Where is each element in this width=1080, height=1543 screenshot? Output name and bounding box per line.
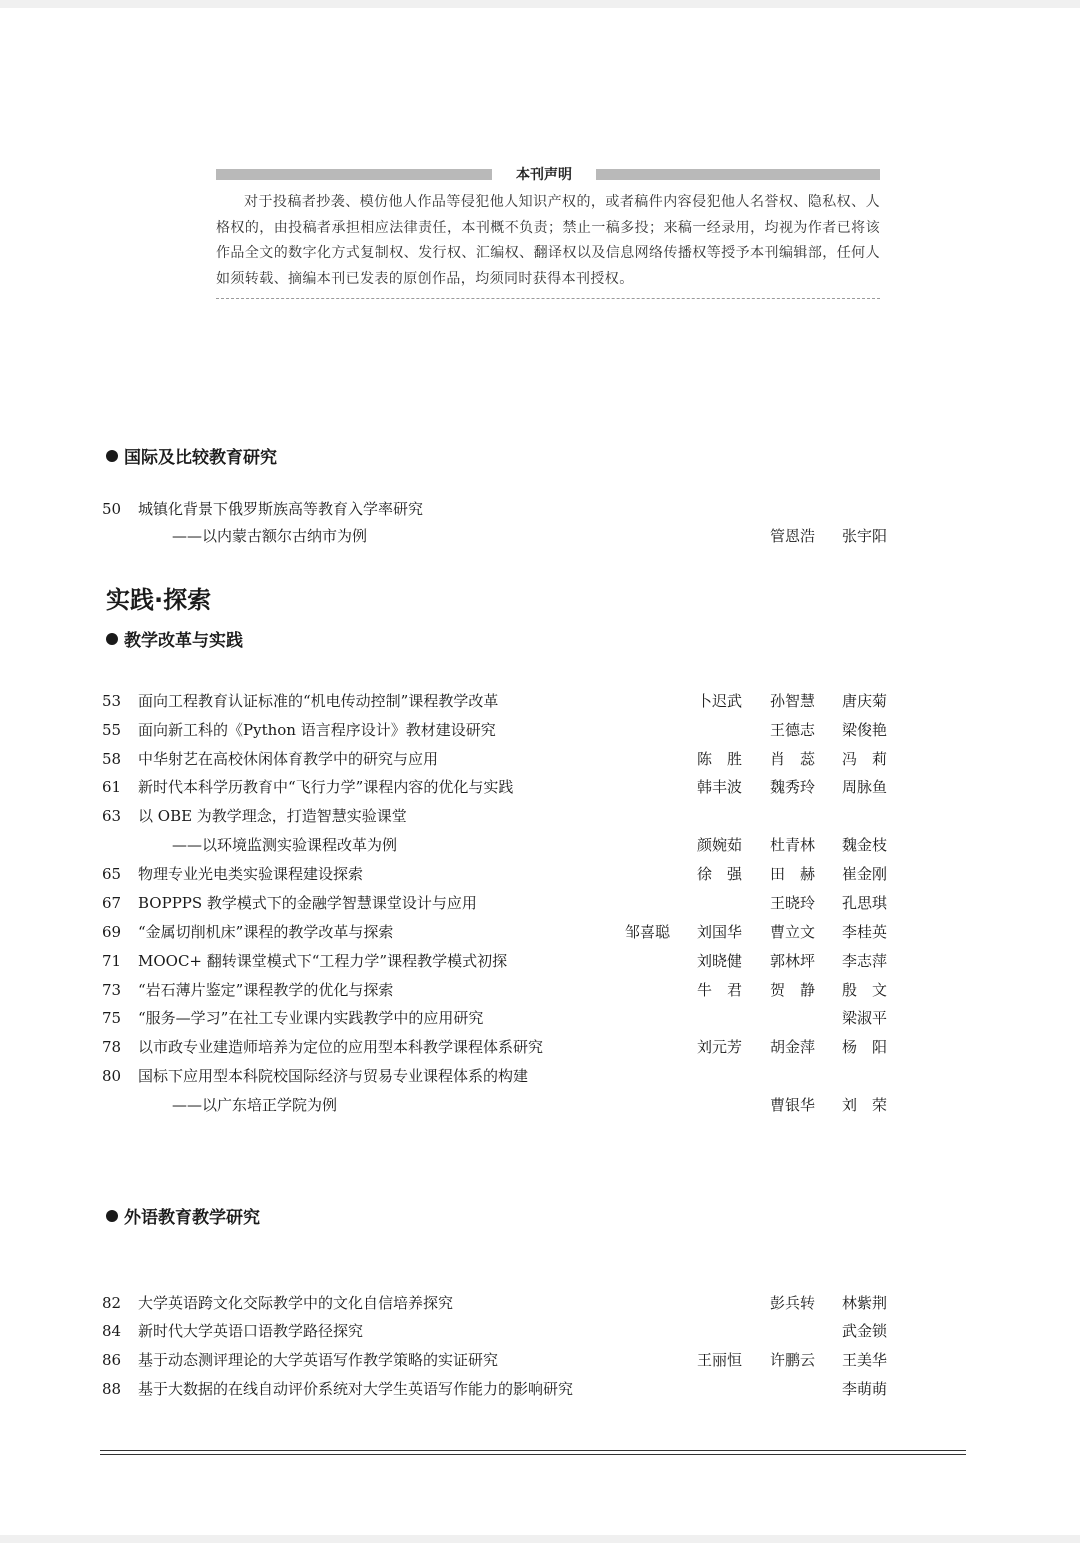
entry-author: 李桂英 bbox=[841, 923, 887, 941]
entry-title: 中华射艺在高校休闲体育教学中的研究与应用 bbox=[138, 750, 439, 768]
entry-author: 刘 荣 bbox=[841, 1096, 887, 1114]
entry-author: 刘国华 bbox=[696, 923, 742, 941]
entry-author: 郭林坪 bbox=[769, 952, 815, 970]
entry-title: 基于大数据的在线自动评价系统对大学生英语写作能力的影响研究 bbox=[138, 1380, 574, 1398]
entry-author: 杜青林 bbox=[769, 836, 815, 854]
toc-entry[interactable] bbox=[0, 745, 1080, 774]
toc-entry[interactable] bbox=[0, 1033, 1080, 1062]
entry-author: 贺 静 bbox=[769, 981, 815, 999]
entry-author: 刘晓健 bbox=[696, 952, 742, 970]
notice-header bbox=[216, 166, 880, 184]
entry-author: 李志萍 bbox=[841, 952, 887, 970]
section-heading-teaching bbox=[106, 630, 243, 652]
entry-author: 孙智慧 bbox=[769, 692, 815, 710]
entry-author: 曹立文 bbox=[769, 923, 815, 941]
entry-author: 梁淑平 bbox=[841, 1009, 887, 1027]
section-heading-label: 国际及比较教育研究 bbox=[124, 448, 277, 468]
entry-author: 王德志 bbox=[769, 721, 815, 739]
entry-author: 卜迟武 bbox=[696, 692, 742, 710]
entry-author: 杨 阳 bbox=[841, 1038, 887, 1056]
entry-author: 魏秀玲 bbox=[769, 778, 815, 796]
entry-page: 71 bbox=[102, 952, 122, 970]
notice-bar-left bbox=[216, 169, 492, 180]
toc-entry[interactable] bbox=[0, 860, 1080, 889]
toc-entry[interactable] bbox=[0, 1346, 1080, 1375]
toc-entry[interactable] bbox=[0, 1375, 1080, 1404]
entry-title: 物理专业光电类实验课程建设探索 bbox=[138, 865, 364, 883]
entry-title: 基于动态测评理论的大学英语写作教学策略的实证研究 bbox=[138, 1351, 499, 1369]
notice-title: 本刊声明 bbox=[516, 167, 572, 183]
entry-title: 面向工程教育认证标准的“机电传动控制”课程教学改革 bbox=[138, 692, 499, 710]
entry-page: 53 bbox=[102, 692, 122, 710]
entry-author: 林紫荆 bbox=[841, 1294, 887, 1312]
section-heading-label: 教学改革与实践 bbox=[124, 631, 243, 651]
entry-title: “岩石薄片鉴定”课程教学的优化与探索 bbox=[138, 981, 394, 999]
entry-author: 彭兵转 bbox=[769, 1294, 815, 1312]
entry-title: 新时代大学英语口语教学路径探究 bbox=[138, 1322, 364, 1340]
entry-subtitle: ——以广东培正学院为例 bbox=[172, 1096, 338, 1114]
entry-page: 78 bbox=[102, 1038, 122, 1056]
entry-page: 58 bbox=[102, 750, 122, 768]
entry-author: 魏金枝 bbox=[841, 836, 887, 854]
toc-entry[interactable] bbox=[0, 1004, 1080, 1033]
section-heading-foreign-language bbox=[106, 1207, 260, 1229]
section-heading-label: 外语教育教学研究 bbox=[124, 1208, 260, 1228]
entry-author: 刘元芳 bbox=[696, 1038, 742, 1056]
entry-author: 武金锁 bbox=[841, 1322, 887, 1340]
entry-page: 69 bbox=[102, 923, 122, 941]
toc-entry[interactable] bbox=[0, 1317, 1080, 1346]
entry-author: 王晓玲 bbox=[769, 894, 815, 912]
toc-entry[interactable] bbox=[0, 687, 1080, 716]
entry-page: 50 bbox=[102, 500, 122, 518]
entry-page: 63 bbox=[102, 807, 122, 825]
entry-author: 王美华 bbox=[841, 1351, 887, 1369]
entry-title: MOOC+ 翻转课堂模式下“工程力学”课程教学模式初探 bbox=[138, 952, 508, 970]
top-edge bbox=[0, 0, 1080, 8]
toc-entry[interactable] bbox=[0, 716, 1080, 745]
entry-author: 胡金萍 bbox=[769, 1038, 815, 1056]
toc-entry-continued[interactable] bbox=[0, 522, 1080, 551]
entry-page: 73 bbox=[102, 981, 122, 999]
notice-bar-right bbox=[596, 169, 880, 180]
entry-author: 冯 莉 bbox=[841, 750, 887, 768]
toc-entry[interactable] bbox=[0, 1289, 1080, 1318]
entry-author: 崔金刚 bbox=[841, 865, 887, 883]
bullet-icon bbox=[106, 450, 118, 462]
entry-title: 大学英语跨文化交际教学中的文化自信培养探究 bbox=[138, 1294, 454, 1312]
entry-page: 75 bbox=[102, 1009, 122, 1027]
journal-notice bbox=[216, 166, 880, 299]
toc-entry[interactable] bbox=[0, 773, 1080, 802]
entry-author: 徐 强 bbox=[696, 865, 742, 883]
notice-dashed-divider bbox=[216, 298, 880, 299]
entry-title: 国标下应用型本科院校国际经济与贸易专业课程体系的构建 bbox=[138, 1067, 529, 1085]
toc-entry-continued[interactable] bbox=[0, 831, 1080, 860]
entry-page: 80 bbox=[102, 1067, 122, 1085]
entry-author: 韩丰波 bbox=[696, 778, 742, 796]
entry-author: 颜婉茹 bbox=[696, 836, 742, 854]
entry-title: BOPPPS 教学模式下的金融学智慧课堂设计与应用 bbox=[138, 894, 477, 912]
entry-title: 以 OBE 为教学理念，打造智慧实验课堂 bbox=[138, 807, 407, 825]
entry-author: 张宇阳 bbox=[841, 527, 887, 545]
toc-entry[interactable] bbox=[0, 889, 1080, 918]
entry-author: 许鹏云 bbox=[769, 1351, 815, 1369]
entry-title: 以市政专业建造师培养为定位的应用型本科教学课程体系研究 bbox=[138, 1038, 544, 1056]
entry-page: 88 bbox=[102, 1380, 122, 1398]
entry-author: 牛 君 bbox=[696, 981, 742, 999]
toc-entry[interactable] bbox=[0, 976, 1080, 1005]
entry-author: 王丽恒 bbox=[696, 1351, 742, 1369]
entry-subtitle: ——以环境监测实验课程改革为例 bbox=[172, 836, 398, 854]
entry-subtitle: ——以内蒙古额尔古纳市为例 bbox=[172, 527, 368, 545]
toc-entry-continued[interactable] bbox=[0, 1091, 1080, 1120]
entry-title: “金属切削机床”课程的教学改革与探索 bbox=[138, 923, 394, 941]
entry-author: 殷 文 bbox=[841, 981, 887, 999]
bullet-icon bbox=[106, 1210, 118, 1222]
entry-title: 城镇化背景下俄罗斯族高等教育入学率研究 bbox=[138, 500, 424, 518]
entry-page: 86 bbox=[102, 1351, 122, 1369]
entry-page: 82 bbox=[102, 1294, 122, 1312]
entry-author: 陈 胜 bbox=[696, 750, 742, 768]
bottom-double-rule bbox=[100, 1450, 966, 1455]
toc-entry[interactable] bbox=[0, 918, 1080, 947]
toc-entry[interactable] bbox=[0, 495, 1080, 524]
bullet-icon bbox=[106, 633, 118, 645]
entry-title: 新时代本科学历教育中“飞行力学”课程内容的优化与实践 bbox=[138, 778, 514, 796]
toc-entry[interactable] bbox=[0, 802, 1080, 831]
entry-title: “服务—学习”在社工专业课内实践教学中的应用研究 bbox=[138, 1009, 484, 1027]
entry-author: 曹银华 bbox=[769, 1096, 815, 1114]
entry-author: 孔思琪 bbox=[841, 894, 887, 912]
entry-page: 65 bbox=[102, 865, 122, 883]
entry-author: 田 赫 bbox=[769, 865, 815, 883]
toc-entry[interactable] bbox=[0, 1062, 1080, 1091]
entry-page: 67 bbox=[102, 894, 122, 912]
entry-author: 唐庆菊 bbox=[841, 692, 887, 710]
section-heading-international bbox=[106, 447, 277, 469]
entry-author: 肖 蕊 bbox=[769, 750, 815, 768]
entry-page: 61 bbox=[102, 778, 122, 796]
entry-author: 周脉鱼 bbox=[841, 778, 887, 796]
entry-title: 面向新工科的《Python 语言程序设计》教材建设研究 bbox=[138, 721, 496, 739]
entry-author: 梁俊艳 bbox=[841, 721, 887, 739]
section-heading-practice: 实践·探索 bbox=[106, 586, 212, 614]
notice-text: 对于投稿者抄袭、模仿他人作品等侵犯他人知识产权的，或者稿件内容侵犯他人名誉权、隐私权、人格权的，由投稿者承担相应法律责任，本刊概不负责；禁止一稿多投；来稿一经录用，均视为作者已将该作品全文的数字化方式复制权、发行权、汇编权、翻译权以及信息网络传播权等授予本刊编辑部，任何人如须转载、摘编本刊已发表的原创作品，均须同时获得本刊授权。 bbox=[216, 194, 880, 287]
entry-author: 管恩浩 bbox=[769, 527, 815, 545]
entry-author: 邹喜聪 bbox=[624, 923, 670, 941]
bottom-edge bbox=[0, 1535, 1080, 1543]
entry-page: 55 bbox=[102, 721, 122, 739]
toc-entry[interactable] bbox=[0, 947, 1080, 976]
entry-author: 李萌萌 bbox=[841, 1380, 887, 1398]
entry-page: 84 bbox=[102, 1322, 122, 1340]
